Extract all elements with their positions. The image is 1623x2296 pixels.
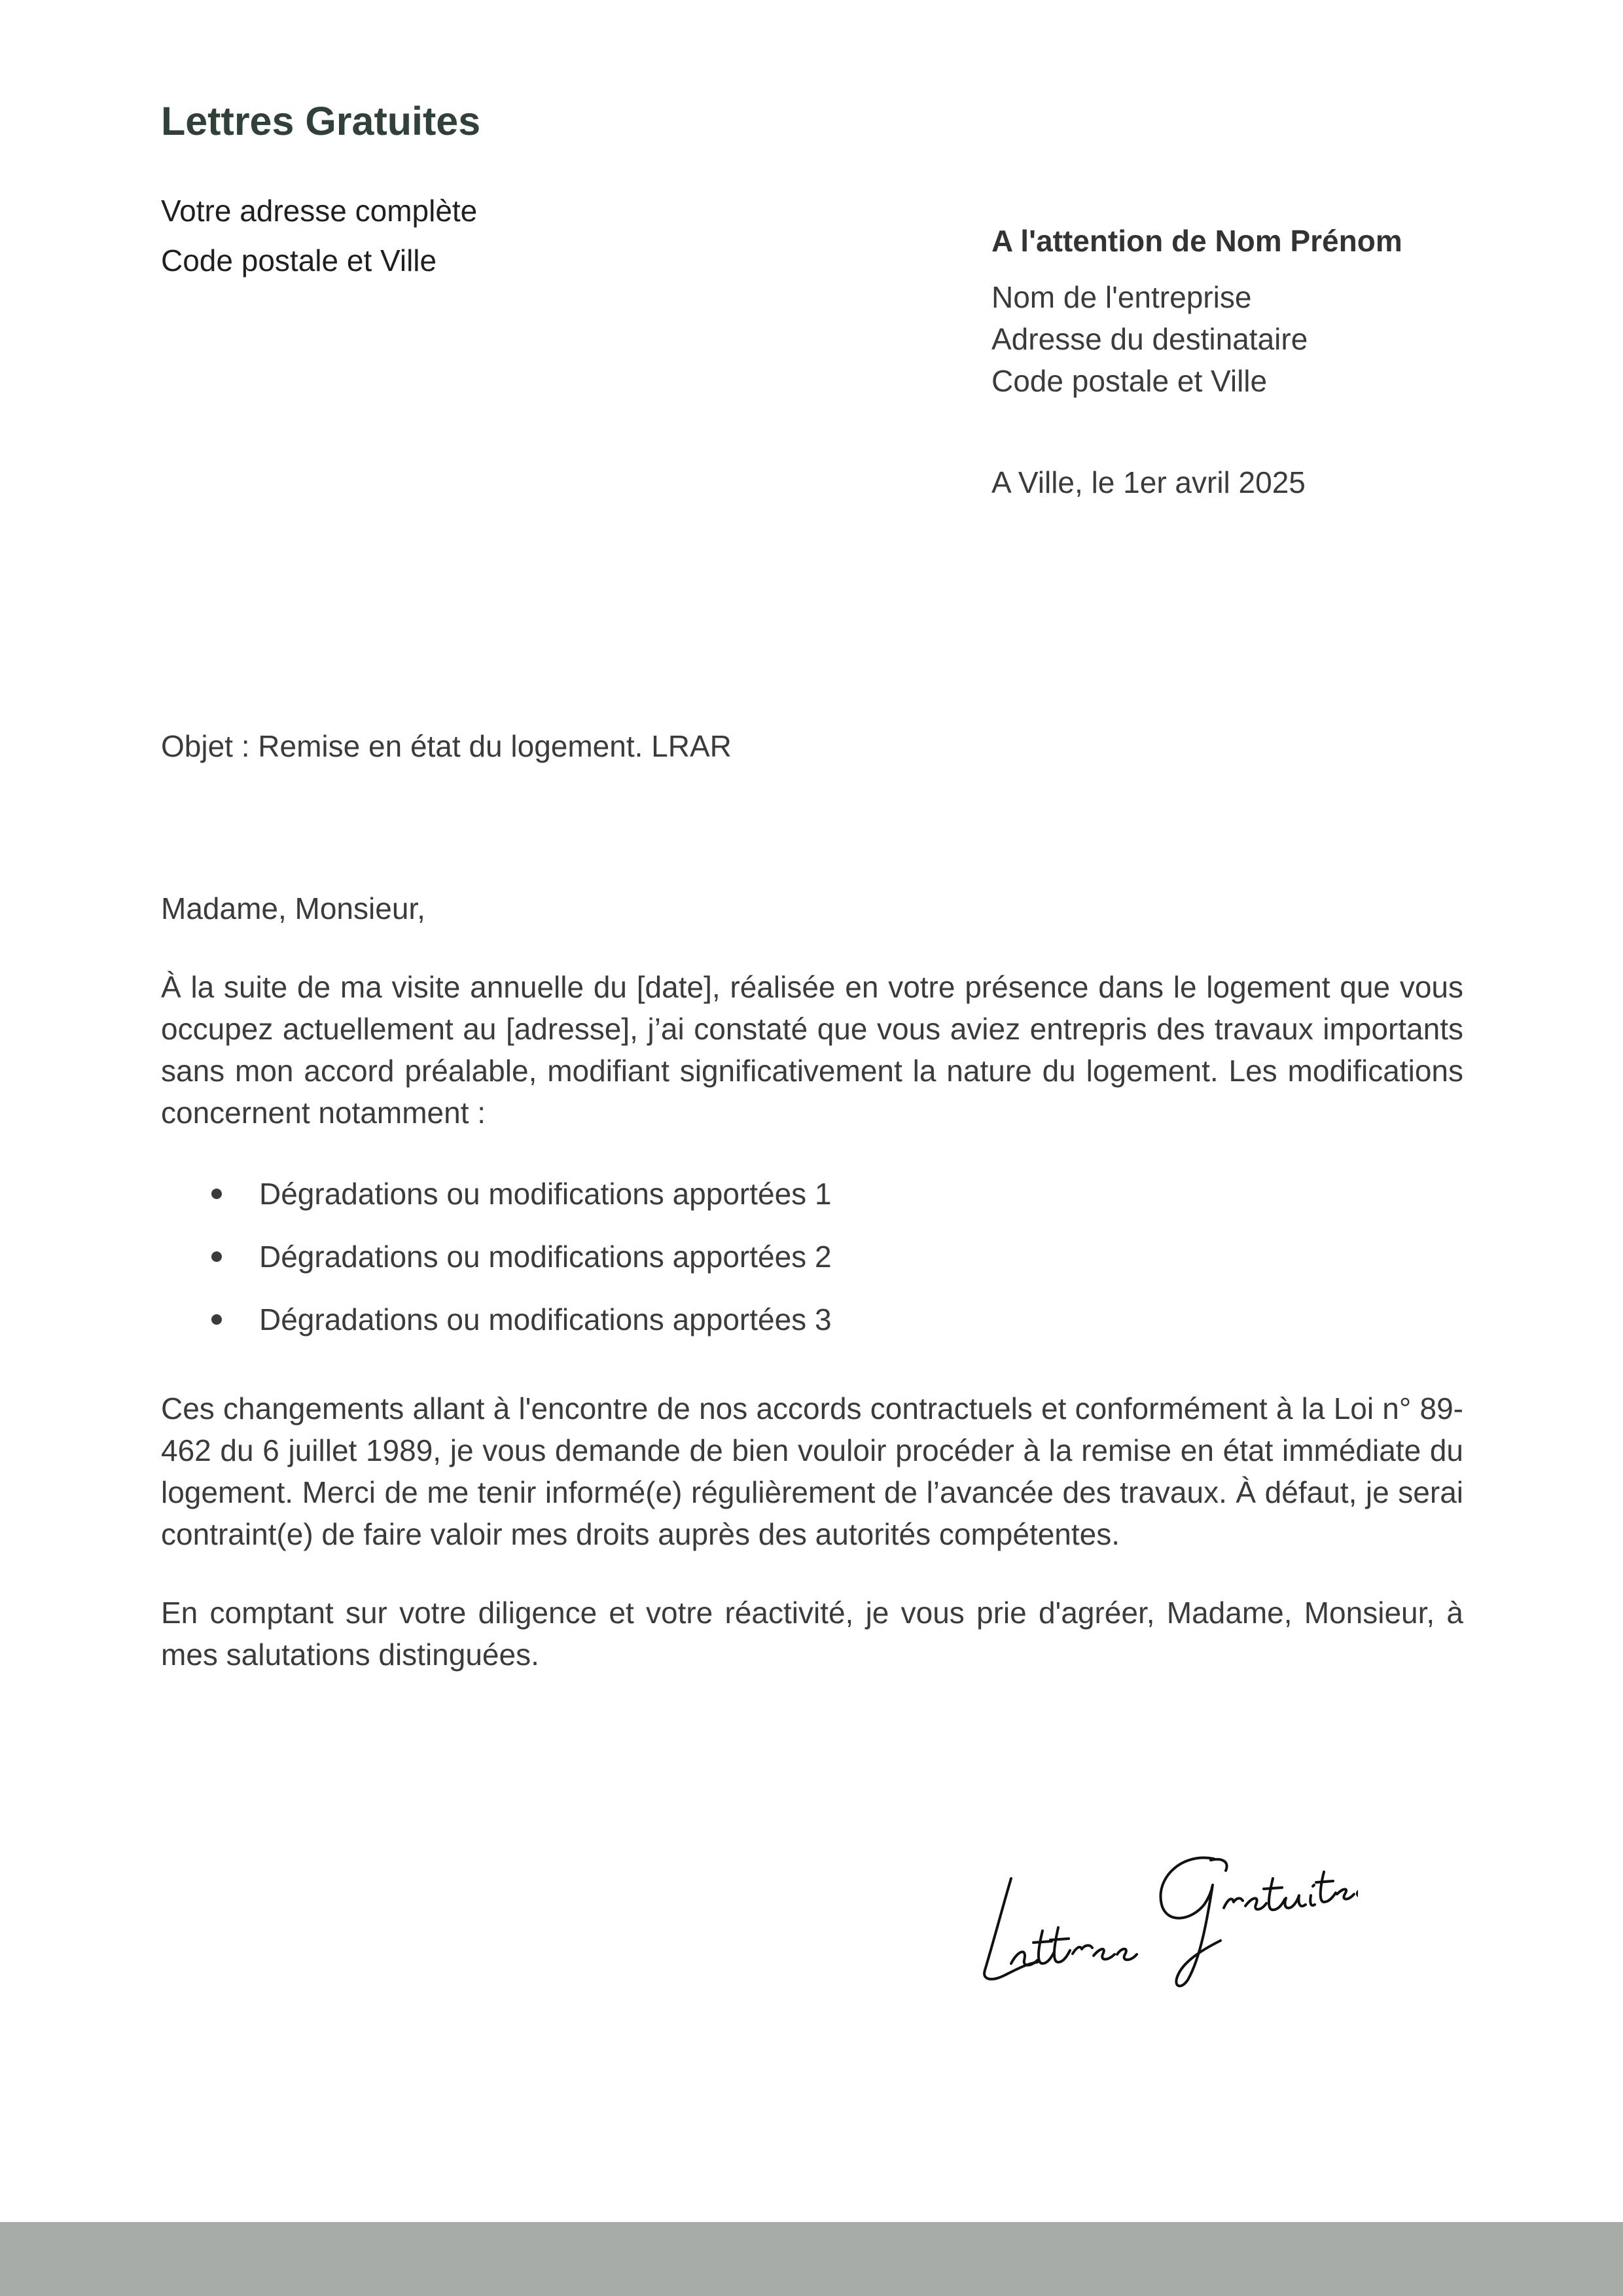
bullet-icon	[211, 1251, 222, 1262]
bullet-icon	[211, 1189, 222, 1199]
list-item-text: Dégradations ou modifications apportées 1	[259, 1177, 832, 1211]
bullet-icon	[211, 1314, 222, 1325]
list-item	[161, 1288, 1463, 1351]
recipient-address: Adresse du destinataire	[991, 322, 1308, 356]
subject-line: Objet : Remise en état du logement. LRAR	[161, 729, 732, 763]
handwritten-signature	[965, 1833, 1358, 2003]
demand-paragraph: Ces changements allant à l'encontre de nos accords contractuels et conformément à la Loi n° 89-462 du 6 juillet 1989, je vous demande de bien vouloir procéder à la remise en état immédiate du logement. Merci de me tenir informé(e) régulièrement de l’avancée des travaux. À défaut, je serai contraint(e) de faire valoir mes droits auprès des autorités compétentes.	[161, 1391, 1463, 1551]
sender-address	[161, 186, 477, 285]
list-item	[161, 1162, 1463, 1225]
footer-bar	[0, 2222, 1623, 2296]
list-item-text: Dégradations ou modifications apportées 3	[259, 1302, 832, 1336]
recipient-company: Nom de l'entreprise	[991, 280, 1252, 314]
recipient-attention: A l'attention de Nom Prénom	[991, 224, 1402, 258]
intro-paragraph: À la suite de ma visite annuelle du [date], réalisée en votre présence dans le logement que vous occupez actuellement au [adresse], j’ai constaté que vous aviez entrepris des travaux importants sans mon accord préalable, modifiant significativement la nature du logement. Les modifications concernent notamment :	[161, 970, 1463, 1130]
list-item-text: Dégradations ou modifications apportées 2	[259, 1240, 832, 1274]
letter-body	[161, 888, 1463, 1676]
list-item	[161, 1225, 1463, 1288]
modifications-list	[161, 1162, 1463, 1351]
salutation: Madame, Monsieur,	[161, 891, 425, 925]
recipient-block	[991, 220, 1402, 402]
date-line: A Ville, le 1er avril 2025	[991, 465, 1306, 499]
sender-address-line: Votre adresse complète	[161, 194, 478, 228]
sender-city-line: Code postale et Ville	[161, 243, 437, 278]
brand-title: Lettres Gratuites	[161, 99, 481, 143]
recipient-city: Code postale et Ville	[991, 364, 1268, 398]
closing-paragraph: En comptant sur votre diligence et votre réactivité, je vous prie d'agréer, Madame, Monsieur, à mes salutations distinguées.	[161, 1596, 1463, 1672]
